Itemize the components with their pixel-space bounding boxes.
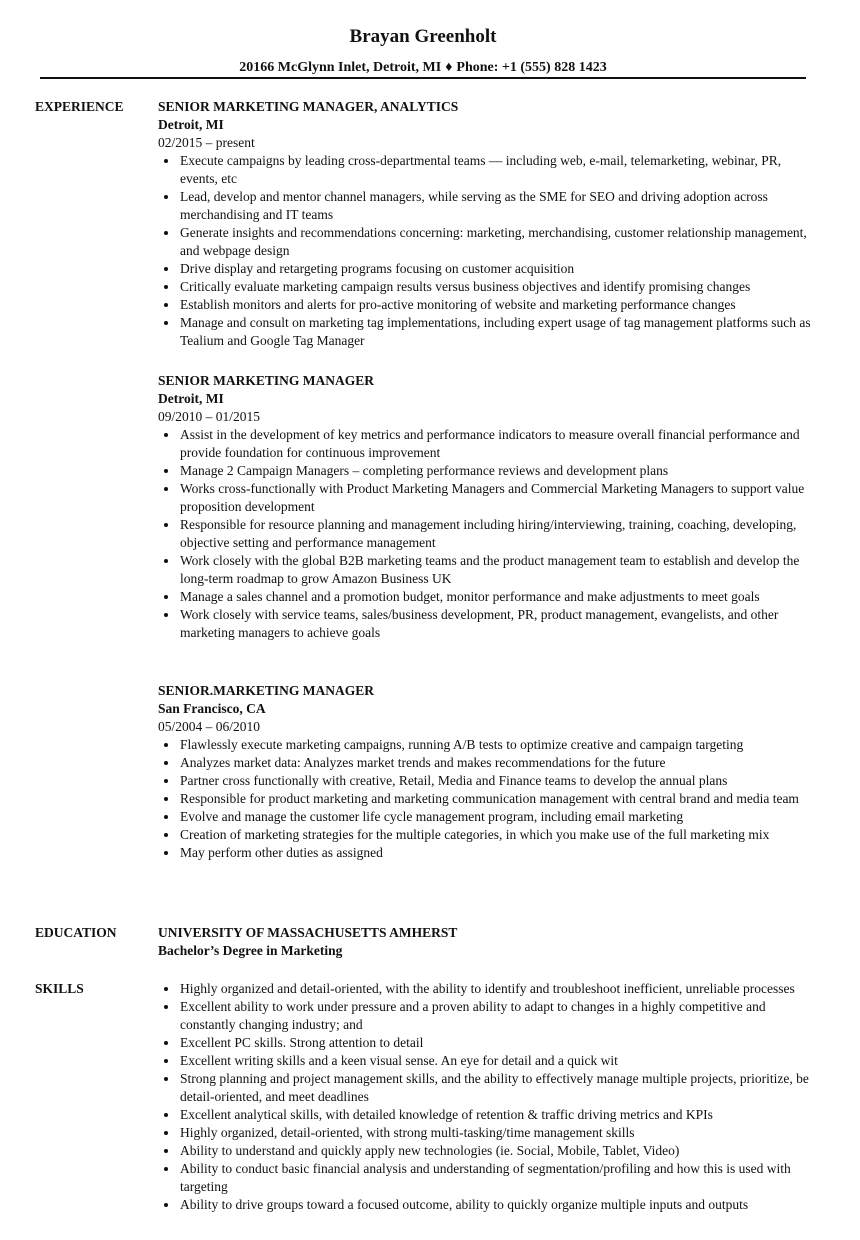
bullet-item (158, 588, 820, 606)
diamond-separator-icon: ♦ (445, 60, 453, 75)
bullet-text: Excellent writing skills and a keen visual sense. An eye for detail and a quick wit (180, 1053, 618, 1068)
bullet-icon (164, 231, 168, 235)
bullet-item (158, 314, 820, 350)
bullet-text: Flawlessly execute marketing campaigns, running A/B tests to optimize creative and campaign targeting (180, 737, 744, 752)
bullet-text: Ability to conduct basic financial analysis and understanding of segmentation/profiling and how this is used with targeting (180, 1161, 791, 1194)
bullet-text: Work closely with service teams, sales/business development, PR, product management, evangelists, and other marketing managers to achieve goals (180, 607, 779, 640)
job-bullets (158, 736, 818, 862)
bullet-icon (164, 1005, 168, 1009)
bullet-text: Analyzes market data: Analyzes market trends and makes recommendations for the future (180, 755, 666, 770)
bullet-item (158, 1034, 820, 1052)
job-location: Detroit, MI (158, 117, 224, 132)
bullet-item (158, 1196, 820, 1214)
bullet-text: Lead, develop and mentor channel managers, while serving as the SME for SEO and driving adoption across merchandising and IT teams (180, 189, 768, 222)
job-title: SENIOR.MARKETING MANAGER (158, 683, 375, 698)
bullet-icon (164, 833, 168, 837)
bullet-text: Creation of marketing strategies for the multiple categories, in which you make use of the full marketing mix (180, 827, 770, 842)
skills-bullets (158, 980, 818, 1214)
job-location: Detroit, MI (158, 391, 224, 406)
bullet-item (158, 998, 820, 1034)
job-dates: 09/2010 – 01/2015 (158, 409, 261, 424)
bullet-icon (164, 797, 168, 801)
job-entry (158, 98, 818, 350)
bullet-item (158, 606, 820, 642)
bullet-icon (164, 779, 168, 783)
job-dates: 02/2015 – present (158, 135, 255, 150)
bullet-text: Manage and consult on marketing tag implementations, including expert usage of tag management platforms such as Tealium and Google Tag Manager (180, 315, 811, 348)
bullet-text: Generate insights and recommendations concerning: marketing, merchandising, customer relationship management, and webpage design (180, 225, 807, 258)
bullet-item (158, 826, 820, 844)
bullet-text: Ability to drive groups toward a focused outcome, ability to quickly organize multiple inputs and outputs (180, 1197, 749, 1212)
bullet-icon (164, 743, 168, 747)
bullet-icon (164, 487, 168, 491)
bullet-icon (164, 1077, 168, 1081)
bullet-item (158, 790, 820, 808)
phone: Phone: +1 (555) 828 1423 (456, 60, 607, 75)
bullet-item (158, 980, 820, 998)
bullet-text: Manage 2 Campaign Managers – completing performance reviews and development plans (180, 463, 669, 478)
bullet-icon (164, 1203, 168, 1207)
bullet-item (158, 480, 820, 516)
bullet-text: Excellent PC skills. Strong attention to detail (180, 1035, 424, 1050)
address: 20166 McGlynn Inlet, Detroit, MI (239, 60, 442, 75)
bullet-icon (164, 195, 168, 199)
bullet-text: Works cross-functionally with Product Marketing Managers and Commercial Marketing Managers to support value proposition development (180, 481, 805, 514)
bullet-text: Excellent ability to work under pressure and a proven ability to adapt to changes in a highly competitive and constantly changing industry; and (180, 999, 766, 1032)
bullet-icon (164, 433, 168, 437)
job-title: SENIOR MARKETING MANAGER (158, 373, 375, 388)
bullet-text: Manage a sales channel and a promotion budget, monitor performance and make adjustments to meet goals (180, 589, 760, 604)
bullet-item (158, 1052, 820, 1070)
bullet-item (158, 844, 820, 862)
bullet-text: Highly organized, detail-oriented, with strong multi-tasking/time management skills (180, 1125, 635, 1140)
bullet-item (158, 516, 820, 552)
bullet-text: Ability to understand and quickly apply new technologies (ie. Social, Mobile, Tablet, Video) (180, 1143, 680, 1158)
job-bullets (158, 152, 818, 350)
bullet-text: Work closely with the global B2B marketing teams and the product management team to establish and develop the long-term roadmap to grow Amazon Business UK (180, 553, 800, 586)
header-divider (40, 77, 806, 79)
section-label-experience: EXPERIENCE (35, 99, 124, 114)
bullet-icon (164, 815, 168, 819)
school-name: UNIVERSITY OF MASSACHUSETTS AMHERST (158, 925, 458, 940)
bullet-icon (164, 1113, 168, 1117)
bullet-icon (164, 1059, 168, 1063)
bullet-item (158, 296, 820, 314)
bullet-icon (164, 285, 168, 289)
bullet-icon (164, 761, 168, 765)
bullet-item (158, 754, 820, 772)
bullet-text: May perform other duties as assigned (180, 845, 383, 860)
bullet-text: Responsible for resource planning and management including hiring/interviewing, training, coaching, developing, objective setting and performance management (180, 517, 797, 550)
bullet-item (158, 1106, 820, 1124)
bullet-icon (164, 559, 168, 563)
bullet-item (158, 152, 820, 188)
degree: Bachelor’s Degree in Marketing (158, 943, 343, 958)
candidate-name: Brayan Greenholt (349, 26, 497, 47)
bullet-text: Establish monitors and alerts for pro-active monitoring of website and marketing performance changes (180, 297, 736, 312)
bullet-item (158, 1124, 820, 1142)
bullet-icon (164, 303, 168, 307)
bullet-item (158, 462, 820, 480)
bullet-text: Execute campaigns by leading cross-departmental teams — including web, e-mail, telemarketing, webinar, PR, events, etc (180, 153, 782, 186)
bullet-text: Strong planning and project management skills, and the ability to effectively manage multiple projects, prioritize, be detail-oriented, and meet deadlines (180, 1071, 809, 1104)
bullet-text: Excellent analytical skills, with detailed knowledge of retention & traffic driving metrics and KPIs (180, 1107, 713, 1122)
bullet-icon (164, 267, 168, 271)
bullet-icon (164, 987, 168, 991)
bullet-item (158, 1142, 820, 1160)
bullet-item (158, 188, 820, 224)
bullet-text: Highly organized and detail-oriented, with the ability to identify and troubleshoot inefficient, unreliable processes (180, 981, 795, 996)
bullet-item (158, 1070, 820, 1106)
bullet-icon (164, 159, 168, 163)
bullet-text: Assist in the development of key metrics and performance indicators to measure overall financial performance and provide foundation for continuous improvement (180, 427, 800, 460)
skills-entry (158, 980, 818, 1214)
bullet-text: Evolve and manage the customer life cycle management program, including email marketing (180, 809, 684, 824)
bullet-item (158, 772, 820, 790)
job-location: San Francisco, CA (158, 701, 266, 716)
bullet-icon (164, 1041, 168, 1045)
job-dates: 05/2004 – 06/2010 (158, 719, 261, 734)
section-label-education: EDUCATION (35, 925, 117, 940)
bullet-icon (164, 613, 168, 617)
bullet-icon (164, 321, 168, 325)
bullet-icon (164, 851, 168, 855)
bullet-item (158, 278, 820, 296)
bullet-item (158, 426, 820, 462)
bullet-icon (164, 1167, 168, 1171)
bullet-text: Responsible for product marketing and marketing communication management with central brand and media team (180, 791, 799, 806)
bullet-text: Partner cross functionally with creative, Retail, Media and Finance teams to develop the annual plans (180, 773, 728, 788)
job-title: SENIOR MARKETING MANAGER, ANALYTICS (158, 99, 459, 114)
bullet-icon (164, 1131, 168, 1135)
bullet-icon (164, 595, 168, 599)
bullet-item (158, 224, 820, 260)
bullet-text: Critically evaluate marketing campaign results versus business objectives and identify promising changes (180, 279, 751, 294)
bullet-icon (164, 469, 168, 473)
bullet-item (158, 260, 820, 278)
bullet-text: Drive display and retargeting programs focusing on customer acquisition (180, 261, 575, 276)
bullet-item (158, 1160, 820, 1196)
bullet-item (158, 736, 820, 754)
bullet-item (158, 552, 820, 588)
bullet-item (158, 808, 820, 826)
bullet-icon (164, 1149, 168, 1153)
job-entry (158, 372, 818, 642)
job-entry (158, 682, 818, 862)
section-label-skills: SKILLS (35, 981, 84, 996)
bullet-icon (164, 523, 168, 527)
contact-line (0, 59, 846, 76)
job-bullets (158, 426, 818, 642)
education-entry (158, 924, 818, 960)
